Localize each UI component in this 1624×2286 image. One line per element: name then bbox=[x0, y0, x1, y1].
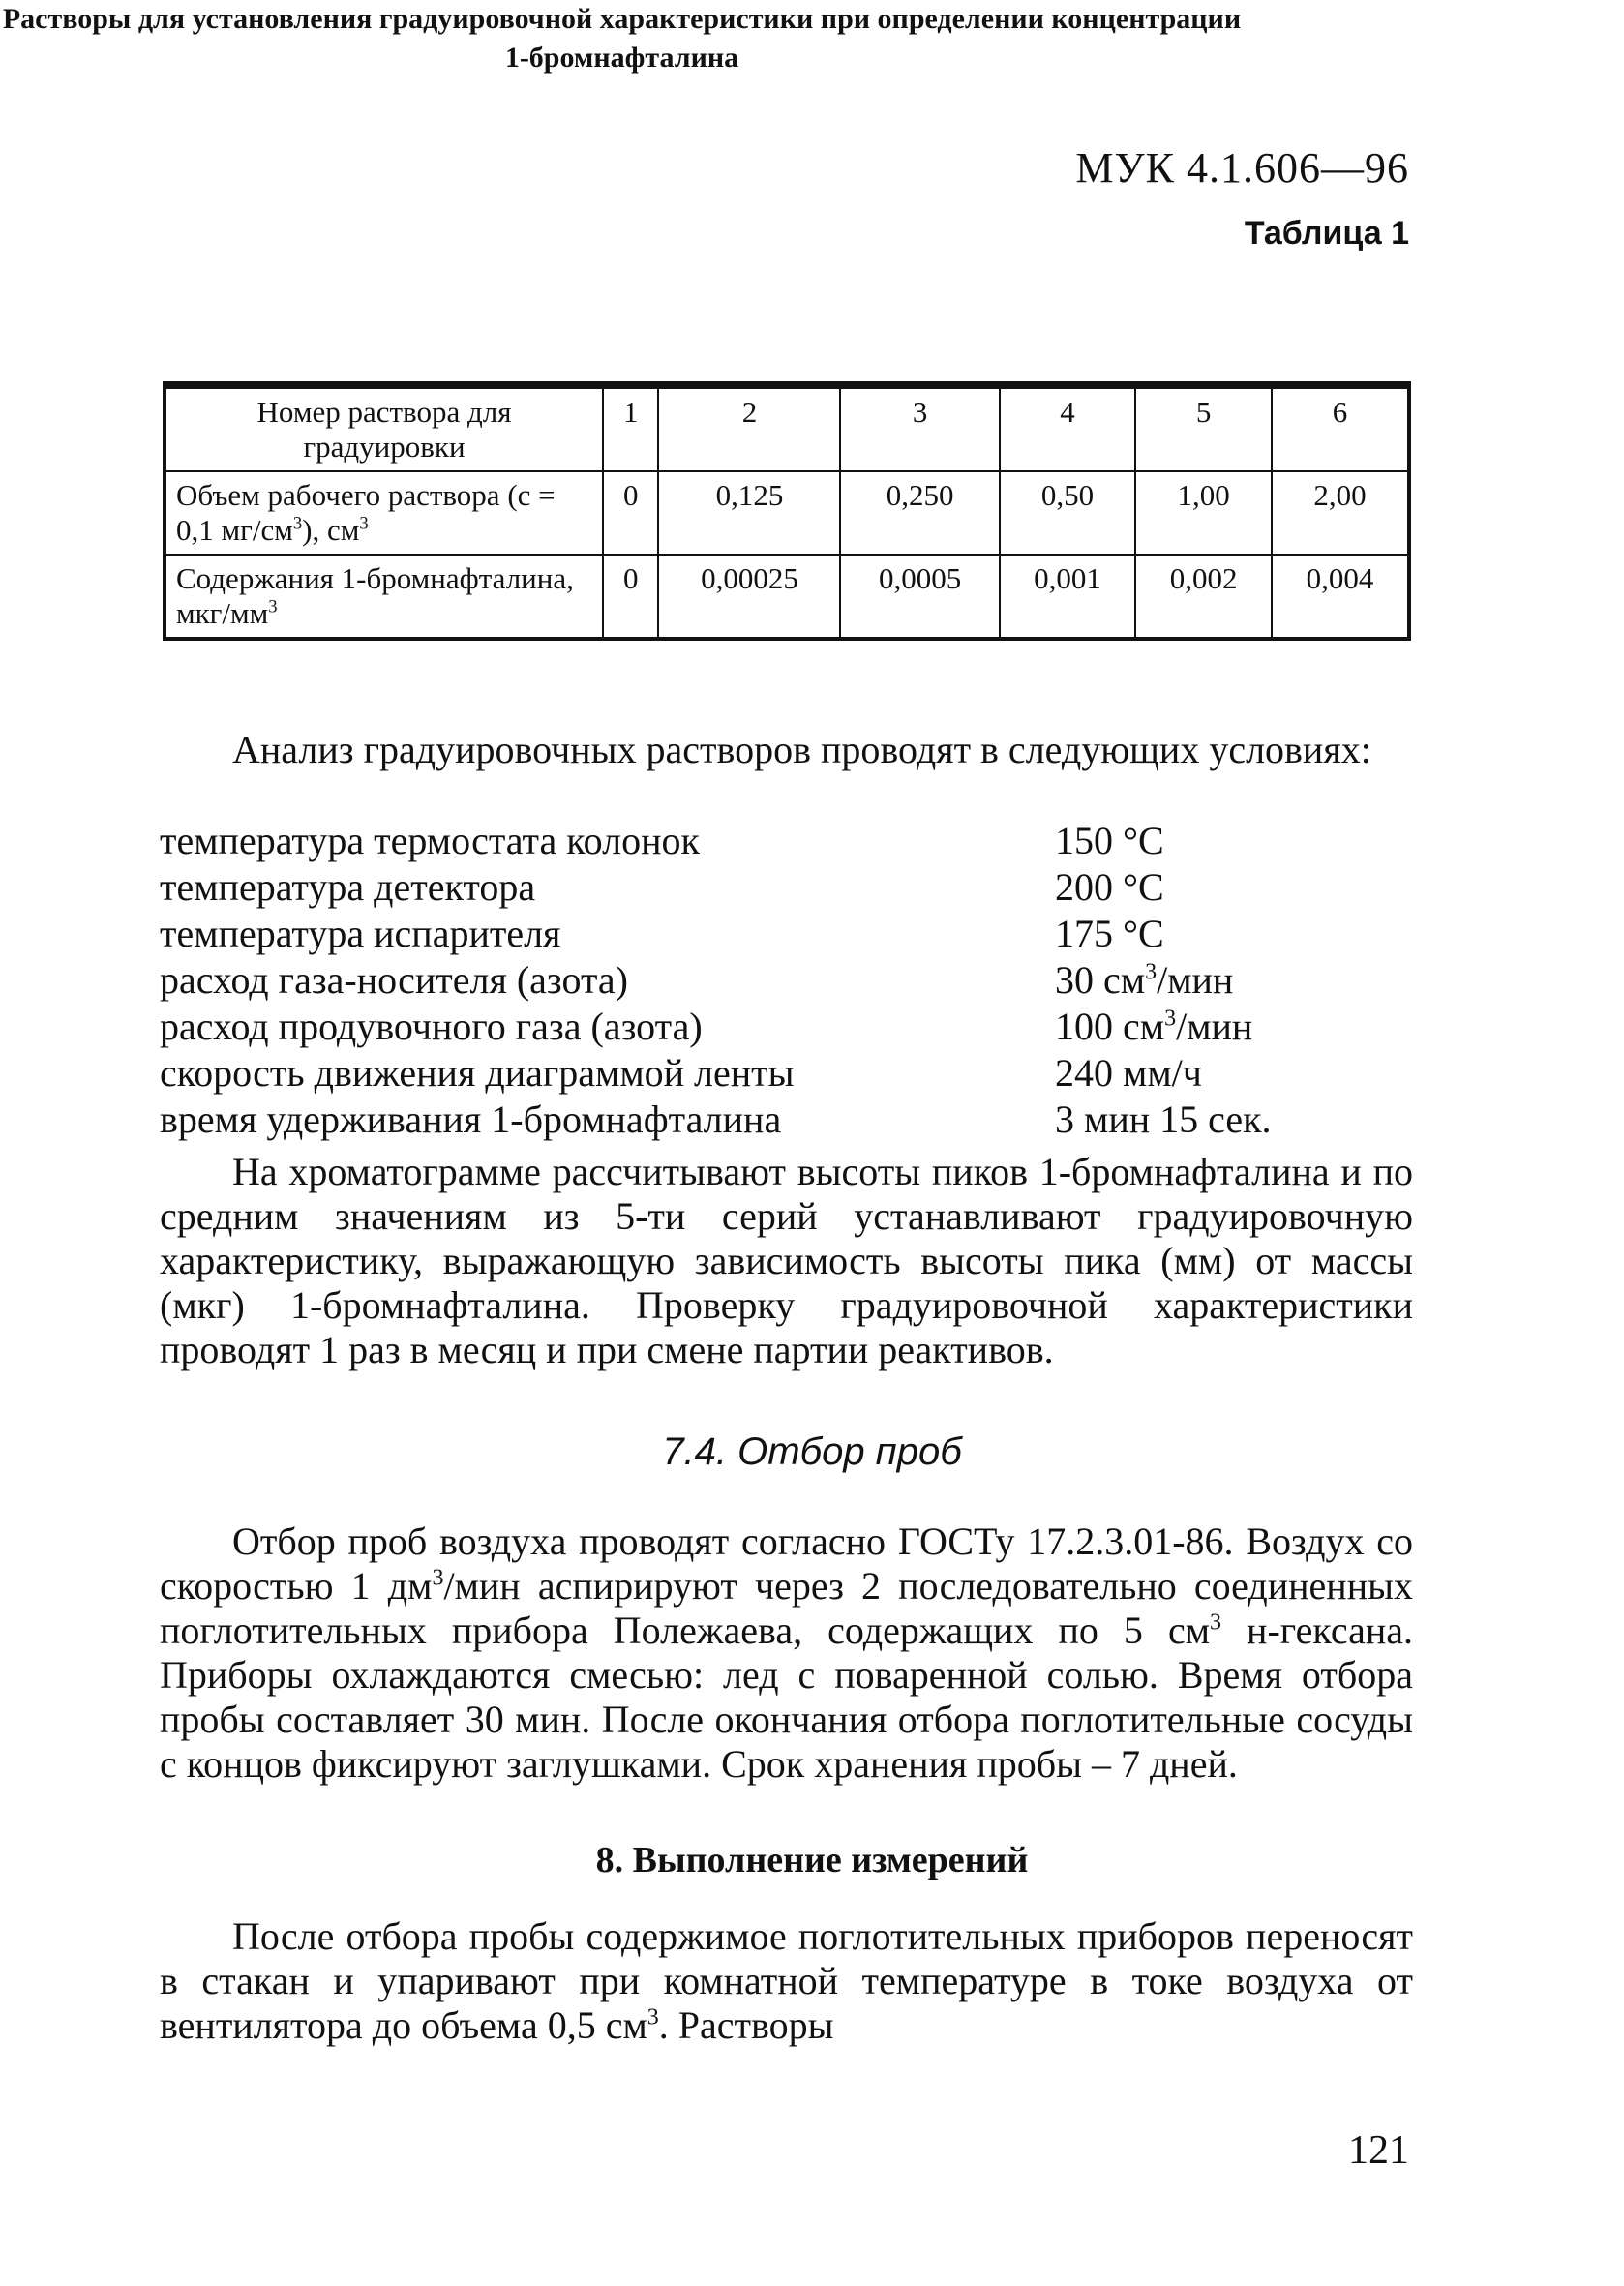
table-cell: 6 bbox=[1272, 387, 1409, 471]
table-row-volume bbox=[165, 471, 1409, 555]
chromatogram-paragraph: На хроматограмме рассчитывают высоты пиков 1-бромнафталина и по средним значениям из 5-ти серий устанавливают градуировочную характеристику, выражающую зависимость высоты пика (мм) от массы (мкг) 1-бромнафталина. Проверку градуировочной характеристики проводят 1 раз в месяц и при смене партии реактивов. bbox=[160, 1150, 1413, 1371]
analysis-intro: Анализ градуировочных растворов проводят в следующих условиях: bbox=[232, 728, 1371, 771]
condition-row: температура испарителя 175 °С bbox=[160, 912, 1164, 955]
table-cell: 1 bbox=[603, 387, 658, 471]
table-cell: 0,002 bbox=[1135, 555, 1272, 639]
table-cell: 0 bbox=[603, 471, 658, 555]
table-cell: 4 bbox=[1000, 387, 1136, 471]
row-label-volume: Объем рабочего раствора (с = 0,1 $мг/см^3$), $см^3$ bbox=[165, 471, 603, 555]
condition-row: расход продувочного газа (азота) 100 $см^3$/мин bbox=[160, 1005, 1253, 1048]
condition-row: расход газа-носителя (азота) 30 $см^3$/мин bbox=[160, 958, 1234, 1002]
calibration-table bbox=[163, 385, 1411, 641]
row-label-content: Содержания 1-бромнафталина, мкг/$мм^3$ bbox=[165, 555, 603, 639]
table-cell: 1,00 bbox=[1135, 471, 1272, 555]
section-8-title: 8. Выполнение измерений bbox=[595, 1840, 1029, 1880]
section-7-4-title: 7.4. Отбор проб bbox=[662, 1430, 962, 1473]
table-cell: 3 bbox=[840, 387, 999, 471]
table-cell: 0,00025 bbox=[658, 555, 840, 639]
header-label: Номер раствора для градуировки bbox=[165, 387, 603, 471]
table-cell: 0 bbox=[603, 555, 658, 639]
table-cell: 0,50 bbox=[1000, 471, 1136, 555]
page-number: 121 bbox=[1348, 2128, 1409, 2173]
section-8-paragraph: После отбора пробы содержимое поглотительных приборов переносят в стакан и упаривают при комнатной температуре в токе воздуха от вентилятора до объема 0,5 $см^3$. Растворы bbox=[160, 1914, 1413, 2047]
table-cell: 0,001 bbox=[1000, 555, 1136, 639]
conditions-list bbox=[160, 818, 1413, 1143]
table-cell: 0,250 bbox=[840, 471, 999, 555]
table-header-row bbox=[165, 387, 1409, 471]
condition-row: скорость движения диаграммой ленты 240 мм/ч bbox=[160, 1051, 1202, 1095]
table-cell: 0,125 bbox=[658, 471, 840, 555]
table-label: Таблица 1 bbox=[1244, 215, 1409, 252]
section-7-4-paragraph: Отбор проб воздуха проводят согласно ГОСТу 17.2.3.01-86. Воздух со скоростью 1 $дм^3$/мин аспирируют через 2 последовательно соединенных поглотительных прибора Полежаева, содержащих по 5 $см^3$ н-гексана. Приборы охлаждаются смесью: лед с поваренной солью. Время отбора пробы составляет 30 мин. После окончания отбора поглотительные сосуды с концов фиксируют заглушками. Срок хранения пробы – 7 дней. bbox=[160, 1519, 1413, 1786]
table-cell: 5 bbox=[1135, 387, 1272, 471]
table-cell: 2 bbox=[658, 387, 840, 471]
table-cell: 0,0005 bbox=[840, 555, 999, 639]
table-caption: Растворы для установления градуировочной характеристики при определении концентрации 1-бромнафталина bbox=[2, 3, 1242, 74]
condition-row: время удерживания 1-бромнафталина 3 мин 15 сек. bbox=[160, 1098, 1272, 1141]
table-cell: 2,00 bbox=[1272, 471, 1409, 555]
condition-row: температура детектора 200 °С bbox=[160, 865, 1164, 909]
table-row-content bbox=[165, 555, 1409, 639]
condition-row: температура термостата колонок 150 °С bbox=[160, 819, 1164, 862]
document-code: МУК 4.1.606—96 bbox=[1075, 144, 1409, 192]
table-cell: 0,004 bbox=[1272, 555, 1409, 639]
